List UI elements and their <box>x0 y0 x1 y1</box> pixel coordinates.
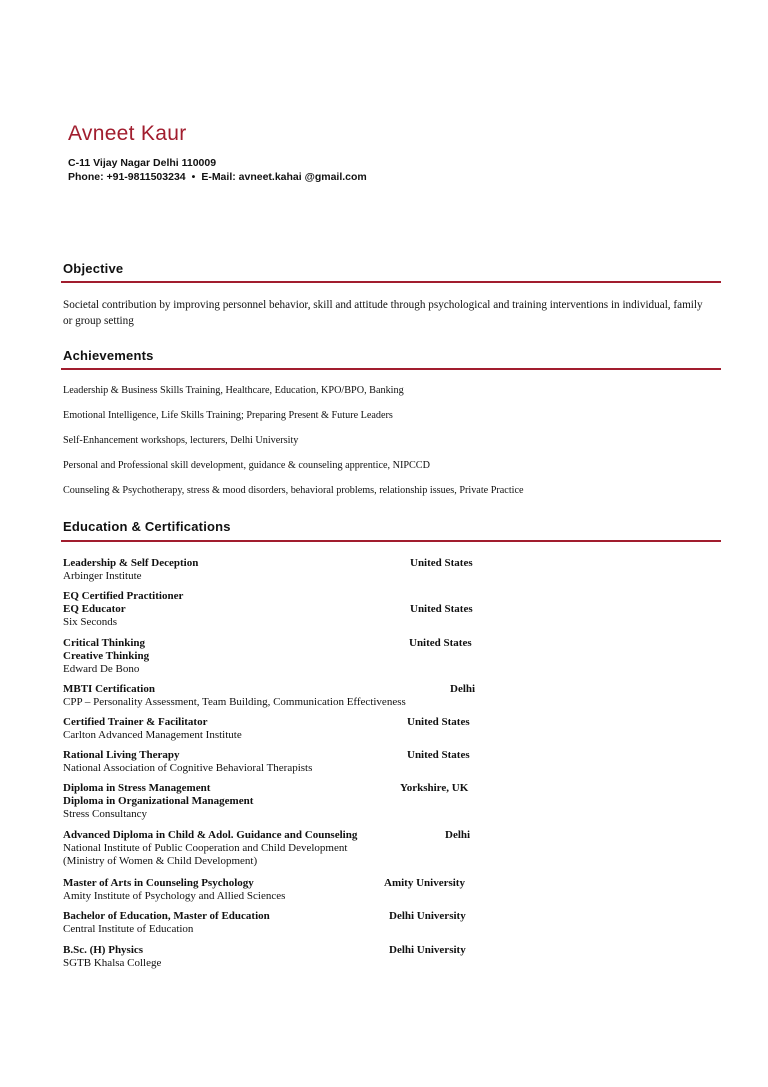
entry-title: EQ Certified Practitioner <box>63 590 184 602</box>
achievement-item: Counseling & Psychotherapy, stress & mood disorders, behavioral problems, relationship issues, Private Practice <box>63 485 524 496</box>
achievement-item: Personal and Professional skill development, guidance & counseling apprentice, NIPCCD <box>63 460 430 471</box>
education-entry <box>63 637 503 677</box>
education-entry <box>63 829 503 869</box>
entry-institution: Amity Institute of Psychology and Allied Sciences <box>63 890 286 903</box>
entry-location: United States <box>409 637 472 649</box>
entry-location: Yorkshire, UK <box>400 782 469 794</box>
entry-title: Creative Thinking <box>63 650 150 663</box>
entry-location: United States <box>410 603 473 616</box>
candidate-name: Avneet Kaur <box>68 122 187 145</box>
education-entry <box>63 749 503 775</box>
entry-institution: SGTB Khalsa College <box>63 957 162 970</box>
entry-location: United States <box>407 716 470 728</box>
entry-institution: Stress Consultancy <box>63 808 148 821</box>
entry-location: Delhi University <box>389 910 466 922</box>
entry-title: Diploma in Stress Management <box>63 782 211 794</box>
entry-institution: Six Seconds <box>63 616 118 629</box>
education-entry <box>63 590 503 630</box>
education-entry <box>63 910 503 936</box>
education-entry <box>63 683 503 709</box>
entry-location: Delhi <box>450 683 476 695</box>
contact-line <box>68 170 367 184</box>
education-entry <box>63 944 503 970</box>
phone: Phone: +91-9811503234 <box>68 171 186 183</box>
achievement-item: Leadership & Business Skills Training, Healthcare, Education, KPO/BPO, Banking <box>63 385 404 396</box>
education-divider <box>61 540 721 542</box>
entry-location: United States <box>410 557 473 569</box>
entry-title: B.Sc. (H) Physics <box>63 944 144 956</box>
achievements-divider <box>61 368 721 370</box>
objective-divider <box>61 281 721 283</box>
entry-title: Master of Arts in Counseling Psychology <box>63 877 254 889</box>
bullet-separator: • <box>191 171 196 183</box>
education-entry <box>63 557 503 583</box>
resume-header <box>68 122 367 184</box>
entry-institution: Central Institute of Education <box>63 923 194 936</box>
entry-institution: National Institute of Public Cooperation and Child Development <box>63 842 348 855</box>
education-entry <box>63 877 503 903</box>
entry-institution: Arbinger Institute <box>63 570 142 583</box>
entry-location: United States <box>407 749 470 761</box>
entry-title: Rational Living Therapy <box>63 749 180 761</box>
entry-institution: Edward De Bono <box>63 663 140 676</box>
entry-location: Delhi <box>445 829 471 841</box>
objective-heading: Objective <box>63 261 124 276</box>
entry-title: Critical Thinking <box>63 637 146 649</box>
achievement-item: Self-Enhancement workshops, lecturers, Delhi University <box>63 435 299 446</box>
achievement-item: Emotional Intelligence, Life Skills Training; Preparing Present & Future Leaders <box>63 410 393 421</box>
entry-title: Diploma in Organizational Management <box>63 795 254 808</box>
entry-institution: CPP – Personality Assessment, Team Building, Communication Effectiveness <box>63 696 406 709</box>
entry-title: Bachelor of Education, Master of Education <box>63 910 270 922</box>
education-entry <box>63 782 503 822</box>
education-heading: Education & Certifications <box>63 519 231 534</box>
entry-location: Delhi University <box>389 944 466 956</box>
entry-title: Leadership & Self Deception <box>63 557 199 569</box>
email: E-Mail: avneet.kahai @gmail.com <box>201 171 367 183</box>
address: C-11 Vijay Nagar Delhi 110009 <box>68 157 217 169</box>
entry-institution: (Ministry of Women & Child Development) <box>63 855 258 868</box>
entry-institution: National Association of Cognitive Behavioral Therapists <box>63 762 313 775</box>
achievements-heading: Achievements <box>63 348 154 363</box>
entry-title: Advanced Diploma in Child & Adol. Guidance and Counseling <box>63 829 358 841</box>
entry-title: EQ Educator <box>63 603 126 616</box>
education-entry <box>63 716 503 742</box>
entry-title: MBTI Certification <box>63 683 155 695</box>
entry-title: Certified Trainer & Facilitator <box>63 716 208 728</box>
objective-text: Societal contribution by improving personnel behavior, skill and attitude through psychological and training interventions in individual, family or group setting <box>63 299 703 327</box>
entry-location: Amity University <box>384 877 465 889</box>
entry-institution: Carlton Advanced Management Institute <box>63 729 242 742</box>
